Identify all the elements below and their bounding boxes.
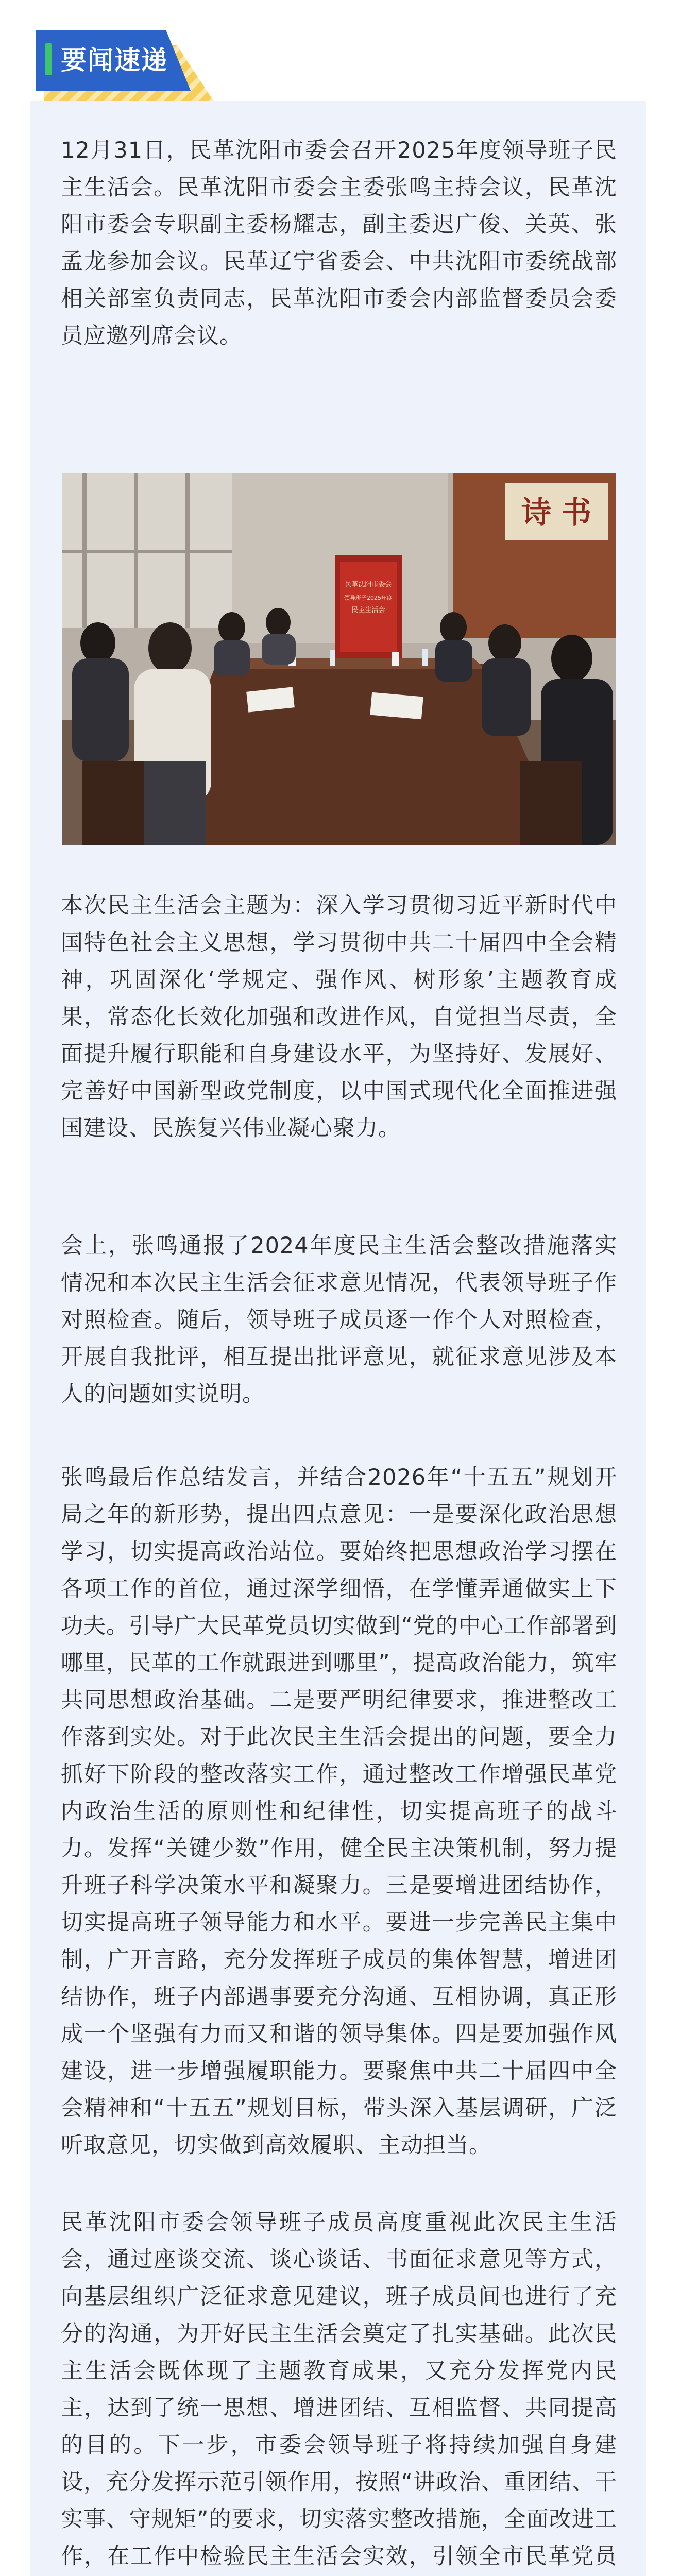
screen-text-line-3: 民主生活会 <box>351 606 385 614</box>
wall-calligraphy: 诗 书 <box>521 495 592 530</box>
screen-text-line-1: 民革沈阳市委会 <box>345 581 392 588</box>
section-header-badge <box>36 30 227 107</box>
screen-text-line-2: 领导班子2025年度 <box>344 595 393 601</box>
paragraph-intro: 12月31日，民革沈阳市委会召开2025年度领导班子民主生活会。民革沈阳市委会主委张鸣主持会议，民革沈阳市委会专职副主委杨耀志，副主委迟广俊、关英、张孟龙参加会议。民革辽宁省委会、中共沈阳市委统战部相关部室负责同志，民革沈阳市委会内部监督委员会委员应邀列席会议。 <box>61 138 617 349</box>
paragraph-summary-speech: 张鸣最后作总结发言，并结合2026年“十五五”规划开局之年的新形势，提出四点意见：一是要深化政治思想学习，切实提高政治站位。要始终把思想政治学习摆在各项工作的首位，通过深学细悟，在学懂弄通做实上下功夫。引导广大民革党员切实做到“党的中心工作部署到哪里，民革的工作就跟进到哪里”，提高政治能力，筑牢共同思想政治基础。二是要严明纪律要求，推进整改工作落到实处。对于此次民主生活会提出的问题，要全力抓好下阶段的整改落实工作，通过整改工作增强民革党内政治生活的原则性和纪律性，切实提高班子的战斗力。发挥“关键少数”作用，健全民主决策机制，努力提升班子科学决策水平和凝聚力。三是要增进团结协作，切实提高班子领导能力和水平。要进一步完善民主集中制，广开言路，充分发挥班子成员的集体智慧，增进团结协作，班子内部遇事要充分沟通、互相协调，真正形成一个坚强有力而又和谐的领导集体。四是要加强作风建设，进一步增强履职能力。要聚焦中共二十届四中全会精神和“十五五”规划目标，带头深入基层调研，广泛听取意见，切实做到高效履职、主动担当。 <box>61 1465 617 2158</box>
article-card <box>30 101 646 2576</box>
section-title: 要闻速递 <box>61 45 168 75</box>
paragraph-meeting: 会上，张鸣通报了2024年度民主生活会整改措施落实情况和本次民主生活会征求意见情况，代表领导班子作对照检查。随后，领导班子成员逐一作个人对照检查，开展自我批评，相互提出批评意见，就征求意见涉及本人的问题如实说明。 <box>61 1233 617 1407</box>
header-green-marker <box>45 43 52 75</box>
paragraph-conclusion: 民革沈阳市委会领导班子成员高度重视此次民主生活会，通过座谈交流、谈心谈话、书面征求意见等方式，向基层组织广泛征求意见建议，班子成员间也进行了充分的沟通，为开好民主生活会奠定了扎实基础。此次民主生活会既体现了主题教育成果，又充分发挥党内民主，达到了统一思想、增进团结、互相监督、共同提高的目的。下一步，市委会领导班子将持续加强自身建设，充分发挥示范引领作用，按照“讲政治、重团结、干实事、守规矩”的要求，切实落实整改措施，全面改进工作，在工作中检验民主生活会实效，引领全市民革党员 <box>61 2210 617 2569</box>
meeting-photo <box>62 473 616 845</box>
paragraph-theme: 本次民主生活会主题为：深入学习贯彻习近平新时代中国特色社会主义思想，学习贯彻中共二十届四中全会精神，巩固深化‘学规定、强作风、树形象’主题教育成果，常态化长效化加强和改进作风，自觉担当尽责，全面提升履行职能和自身建设水平，为坚持好、发展好、完善好中国新型政党制度，以中国式现代化全面推进强国建设、民族复兴伟业凝心聚力。 <box>61 893 617 1141</box>
